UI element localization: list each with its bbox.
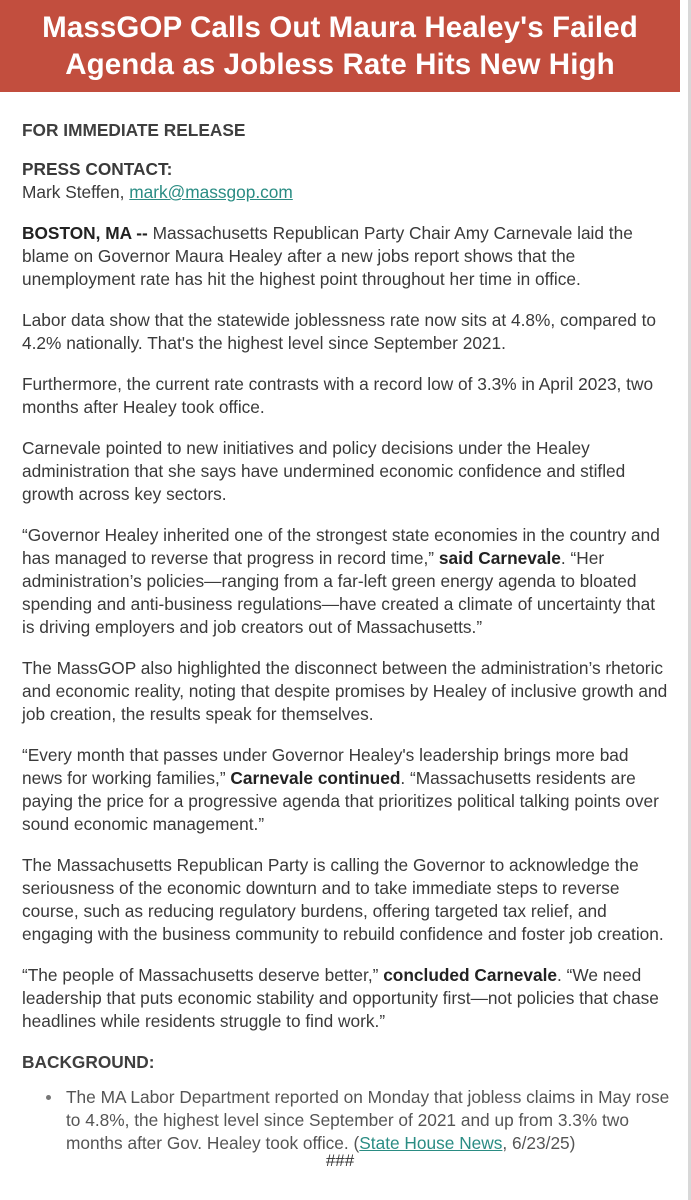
background-list [22, 1086, 672, 1155]
paragraph-5 [22, 524, 672, 639]
press-contact-heading: PRESS CONTACT: [22, 159, 173, 179]
headline-line-1: MassGOP Calls Out Maura Healey's Failed [42, 11, 638, 44]
attribution-said: said Carnevale [438, 548, 561, 568]
dateline: BOSTON, MA -- [22, 223, 148, 243]
quote-1-part-a: “Governor Healey inherited one of the strongest state economies in the country and has managed to reverse that progress in record time,” [22, 525, 660, 568]
background-heading: BACKGROUND: [22, 1052, 155, 1072]
attribution-continued: Carnevale continued [230, 768, 401, 788]
paragraph-2: Labor data show that the statewide joblessness rate now sits at 4.8%, compared to 4.2% nationally. That's the highest level since September 2021. [22, 310, 657, 353]
list-item [22, 1086, 672, 1155]
paragraph-8: The Massachusetts Republican Party is calling the Governor to acknowledge the seriousness of the economic downturn and to take immediate steps to reverse course, such as reducing regulatory burdens, offering targeted tax relief, and engaging with the business community to rebuild confidence and foster job creation. [22, 855, 664, 944]
paragraph-9 [22, 964, 672, 1033]
quote-3-part-b: . “We need leadership that puts economic stability and opportunity first—not policies that chase headlines while residents struggle to find work.” [22, 965, 659, 1031]
paragraph-3: Furthermore, the current rate contrasts with a record low of 3.3% in April 2023, two months after Healey took office. [22, 374, 654, 417]
contact-email-link[interactable]: mark@massgop.com [129, 182, 293, 202]
background-bullet-text: The MA Labor Department reported on Monday that jobless claims in May rose to 4.8%, the highest level since September of 2021 and up from 3.3% two months after Gov. Healey took office. ( [66, 1087, 670, 1153]
press-contact [22, 158, 672, 204]
end-mark: ### [325, 1151, 355, 1170]
quote-1-part-b: . “Her administration’s policies—ranging from a far-left green energy agenda to bloated spending and anti-business regulations—have created a climate of uncertainty that is driving employers and job creators out of Massachusetts.” [22, 548, 656, 637]
headline-banner [0, 0, 680, 92]
paragraph-6: The MassGOP also highlighted the disconnect between the administration’s rhetoric and economic reality, noting that despite promises by Healey of inclusive growth and job creation, the results speak for themselves. [22, 658, 668, 724]
state-house-news-link[interactable]: State House News [359, 1133, 503, 1153]
source-date: , 6/23/25) [502, 1133, 576, 1153]
contact-name: Mark Steffen, [22, 182, 130, 202]
paragraph-7 [22, 744, 672, 836]
headline-line-2: Agenda as Jobless Rate Hits New High [65, 48, 615, 81]
paragraph-1-text: Massachusetts Republican Party Chair Amy Carnevale laid the blame on Governor Maura Healey after a new jobs report shows that the unemployment rate has hit the highest point throughout her time in office. [22, 223, 633, 289]
paragraph-1 [22, 222, 672, 291]
quote-3-part-a: “The people of Massachusetts deserve better,” [22, 965, 384, 985]
quote-2-part-a: “Every month that passes under Governor Healey's leadership brings more bad news for working families,” [22, 745, 629, 788]
paragraph-4: Carnevale pointed to new initiatives and policy decisions under the Healey administration that she says have undermined economic confidence and stifled growth across key sectors. [22, 438, 626, 504]
attribution-concluded: concluded Carnevale [383, 965, 558, 985]
quote-2-part-b: . “Massachusetts residents are paying the price for a progressive agenda that prioritizes political talking points over sound economic management.” [22, 768, 659, 834]
press-release-body [22, 119, 672, 1155]
release-label: FOR IMMEDIATE RELEASE [22, 120, 246, 140]
